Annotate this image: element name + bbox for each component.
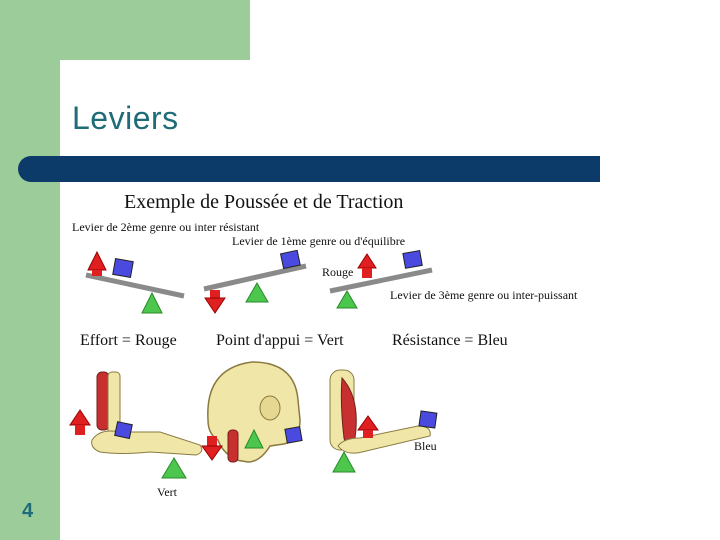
effort-arrow-up	[88, 252, 106, 270]
fulcrum-triangle	[333, 452, 355, 472]
resistance-block	[113, 259, 134, 278]
fulcrum-triangle	[142, 293, 162, 313]
rouge-label: Rouge	[322, 265, 354, 279]
resistance-block	[115, 422, 133, 439]
lever-1-label: Levier de 1ème genre ou d'équilibre	[232, 234, 406, 248]
eye-socket	[260, 396, 280, 420]
resistance-block	[281, 250, 301, 268]
resistance-block	[285, 427, 302, 443]
lever-3-label: Levier de 3ème genre ou inter-puissant	[390, 288, 578, 302]
lever-2nd-class	[86, 252, 184, 313]
fulcrum-triangle	[162, 458, 186, 478]
legend-resistance: Résistance = Bleu	[392, 332, 508, 349]
effort-arrow-stem	[75, 425, 85, 435]
effort-arrow-stem	[207, 436, 217, 446]
effort-arrow-up	[358, 416, 378, 430]
skull-illustration	[202, 362, 302, 462]
arm-illustration	[330, 370, 437, 472]
resistance-block	[419, 411, 437, 428]
effort-arrow-up	[70, 410, 90, 425]
lever-2-label: Levier de 2ème genre ou inter résistant	[72, 220, 260, 234]
fulcrum-triangle	[246, 283, 268, 302]
effort-arrow-stem	[363, 430, 373, 438]
lever-1st-class	[204, 250, 306, 313]
foot-illustration	[70, 372, 202, 499]
effort-arrow-stem	[362, 268, 372, 278]
vert-label: Vert	[157, 485, 177, 499]
effort-arrow-up	[358, 254, 376, 268]
calf-muscle	[97, 372, 109, 430]
neck-muscle	[228, 430, 238, 462]
effort-arrow-stem	[210, 290, 220, 298]
effort-arrow-stem	[92, 270, 102, 276]
slide-title: Leviers	[72, 100, 179, 136]
lever-bar	[86, 275, 184, 296]
foot-bones	[92, 431, 202, 455]
fulcrum-triangle	[337, 291, 357, 308]
legend-appui: Point d'appui = Vert	[216, 332, 344, 349]
bleu-label: Bleu	[414, 439, 437, 453]
page-number: 4	[22, 500, 34, 522]
effort-arrow-down	[202, 446, 222, 460]
resistance-block	[403, 251, 422, 269]
figure-heading: Exemple de Poussée et de Traction	[124, 191, 404, 213]
legend-effort: Effort = Rouge	[80, 332, 177, 349]
effort-arrow-down	[205, 298, 225, 313]
